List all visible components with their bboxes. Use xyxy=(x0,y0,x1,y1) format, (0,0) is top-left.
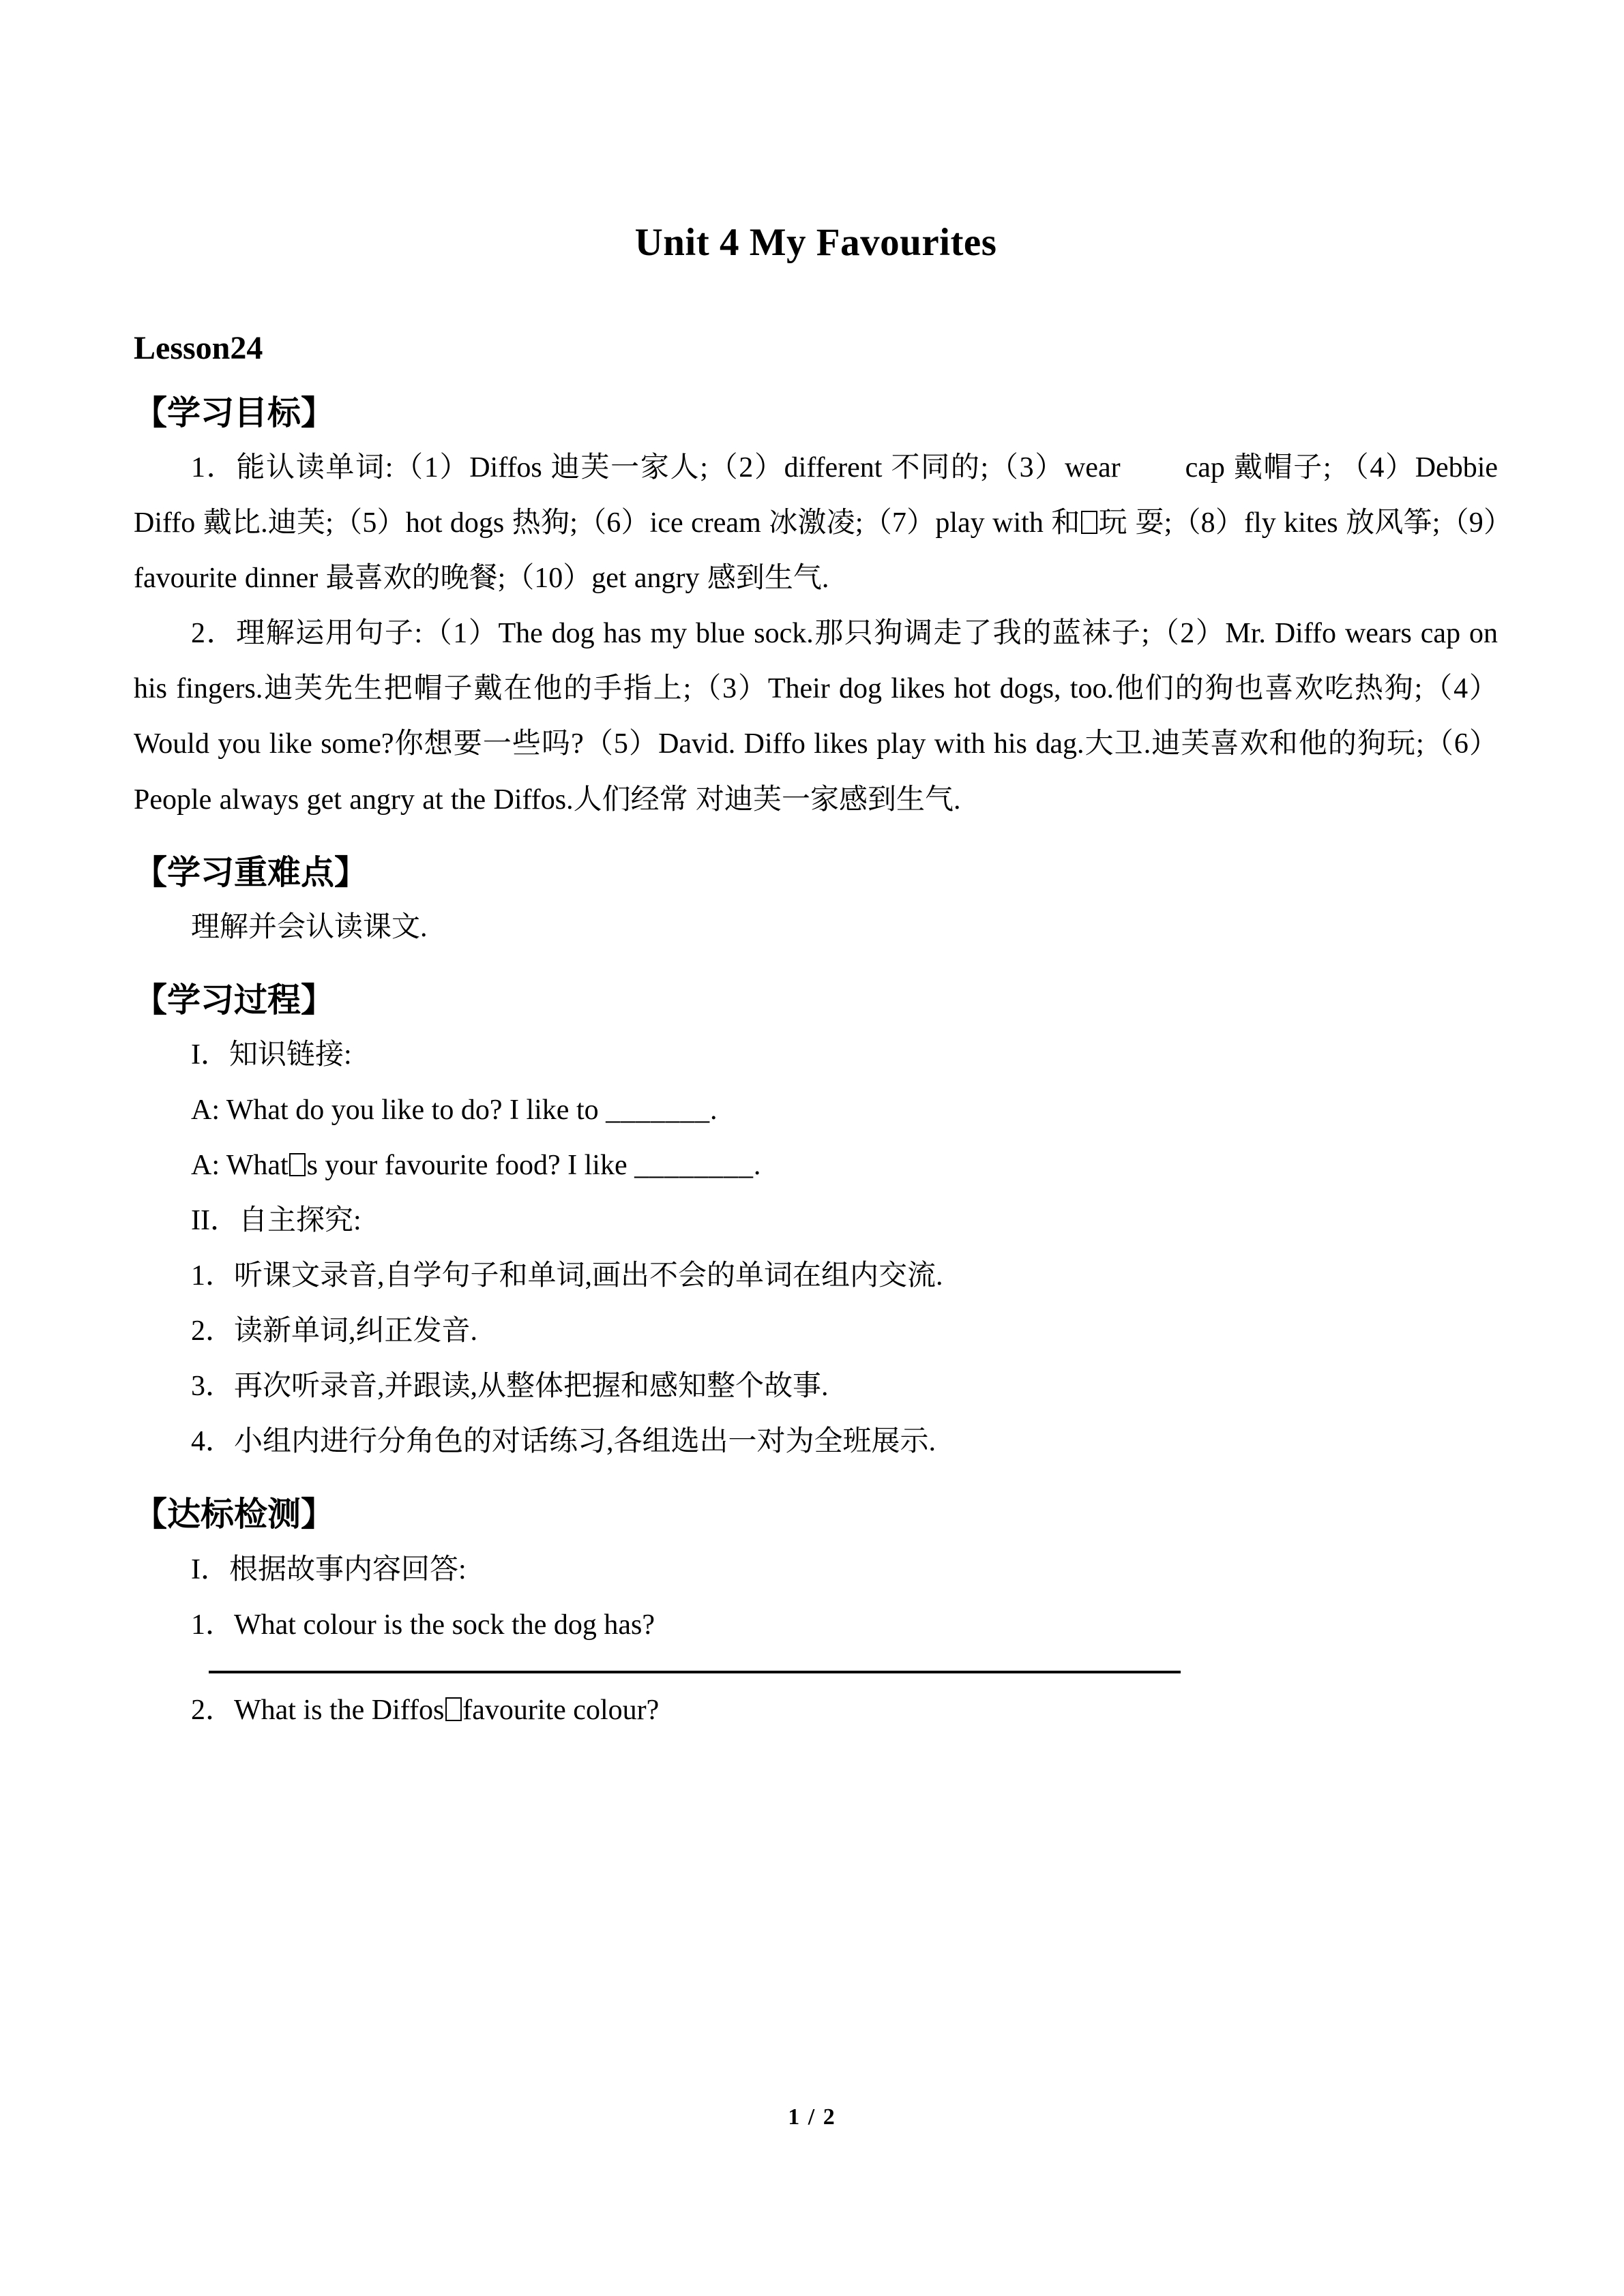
page-title: Unit 4 My Favourites xyxy=(634,221,997,264)
answer-blank-line[interactable] xyxy=(134,1653,1498,1683)
assessment-part-1-label: I．根据故事内容回答: xyxy=(191,1553,467,1585)
dialog-line-2 xyxy=(134,1138,1498,1193)
missing-glyph-box-icon xyxy=(445,1697,462,1720)
objective-item-2-line-5: 对迪芙一家感到生气. xyxy=(695,784,961,816)
assessment-question-1: 1．What colour is the sock the dog has? xyxy=(191,1609,655,1641)
dialog-line-2-prefix: A: What xyxy=(191,1150,289,1182)
assessment-question-2-suffix: favourite colour? xyxy=(462,1694,660,1726)
process-step-4: 4．小组内进行分角色的对话练习,各组选出一对为全班展示. xyxy=(191,1426,936,1458)
lesson-heading: Lesson24 xyxy=(134,330,263,367)
objective-item-2-line-4: play with his dag.大卫.迪芙喜欢和他的狗玩;（6）People always get angry at the Diffos.人们经常 xyxy=(134,728,1498,816)
section-heading-process: 【学习过程】 xyxy=(134,981,335,1019)
objective-item-2 xyxy=(134,606,1498,827)
objective-item-2-line-2: Diffo wears cap on his fingers.迪芙先生把帽子戴在他的手指上;（3）Their dog likes hot dogs, xyxy=(134,618,1498,705)
dialog-line-1-suffix: . xyxy=(710,1094,718,1127)
section-heading-objectives: 【学习目标】 xyxy=(134,393,335,432)
dialog-line-1-blank[interactable]: _______ xyxy=(606,1094,711,1127)
assessment-question-2 xyxy=(134,1683,1498,1738)
objective-item-1-line-1: 1．能认读单词:（1）Diffos 迪芙一家人;（2）different 不同的;（3）wear xyxy=(191,452,1121,484)
section-heading-assessment: 【达标检测】 xyxy=(134,1495,335,1534)
page-footer: 1 / 2 xyxy=(788,2104,836,2130)
objective-item-1-line-2-tail: 玩 xyxy=(1098,507,1127,539)
dialog-line-1-prefix: A: What do you like to do? I like to xyxy=(191,1094,606,1127)
dialog-line-2-blank[interactable]: ________ xyxy=(634,1150,754,1182)
objective-item-1-line-1-tail: cap 戴帽子; xyxy=(1185,452,1331,484)
missing-glyph-box-icon xyxy=(289,1153,306,1176)
process-part-1-label: I．知识链接: xyxy=(191,1039,352,1071)
dialog-line-2-mid: s your favourite food? I like xyxy=(306,1150,635,1182)
objective-item-2-line-1: 2．理解运用句子:（1）The dog has my blue sock.那只狗调走了我的蓝袜子;（2）Mr. xyxy=(191,618,1266,650)
missing-glyph-box-icon xyxy=(1081,511,1097,534)
dialog-line-1 xyxy=(134,1083,1498,1138)
objective-item-2-line-3: too.他们的狗也喜欢吃热狗;（4）Would you like some?你想要一些吗?（5）David. Diffo likes xyxy=(134,673,1498,760)
process-step-1: 1．听课文录音,自学句子和单词,画出不会的单词在组内交流. xyxy=(191,1260,943,1292)
process-part-2-label: II．自主探究: xyxy=(191,1205,361,1237)
answer-rule xyxy=(209,1671,1181,1673)
page-content xyxy=(134,0,1498,1738)
key-points-text: 理解并会认读课文. xyxy=(191,911,428,943)
process-step-2: 2．读新单词,纠正发音. xyxy=(191,1315,478,1347)
process-step-3: 3．再次听录音,并跟读,从整体把握和感知整个故事. xyxy=(191,1371,829,1403)
objective-item-1-line-3: 耍;（8）fly kites 放风筝;（9）favourite dinner 最喜欢的晚餐;（10）get angry 感到生气. xyxy=(134,507,1498,595)
section-heading-key-points: 【学习重难点】 xyxy=(134,853,368,891)
objective-item-1 xyxy=(134,441,1498,606)
assessment-question-2-prefix: 2．What is the Diffos xyxy=(191,1694,445,1726)
dialog-line-2-suffix: . xyxy=(753,1150,761,1182)
objective-item-1-line-2: （4）Debbie Diffo 戴比.迪芙;（5）hot dogs 热狗;（6）ice cream 冰激凌;（7）play with 和 xyxy=(134,452,1498,539)
